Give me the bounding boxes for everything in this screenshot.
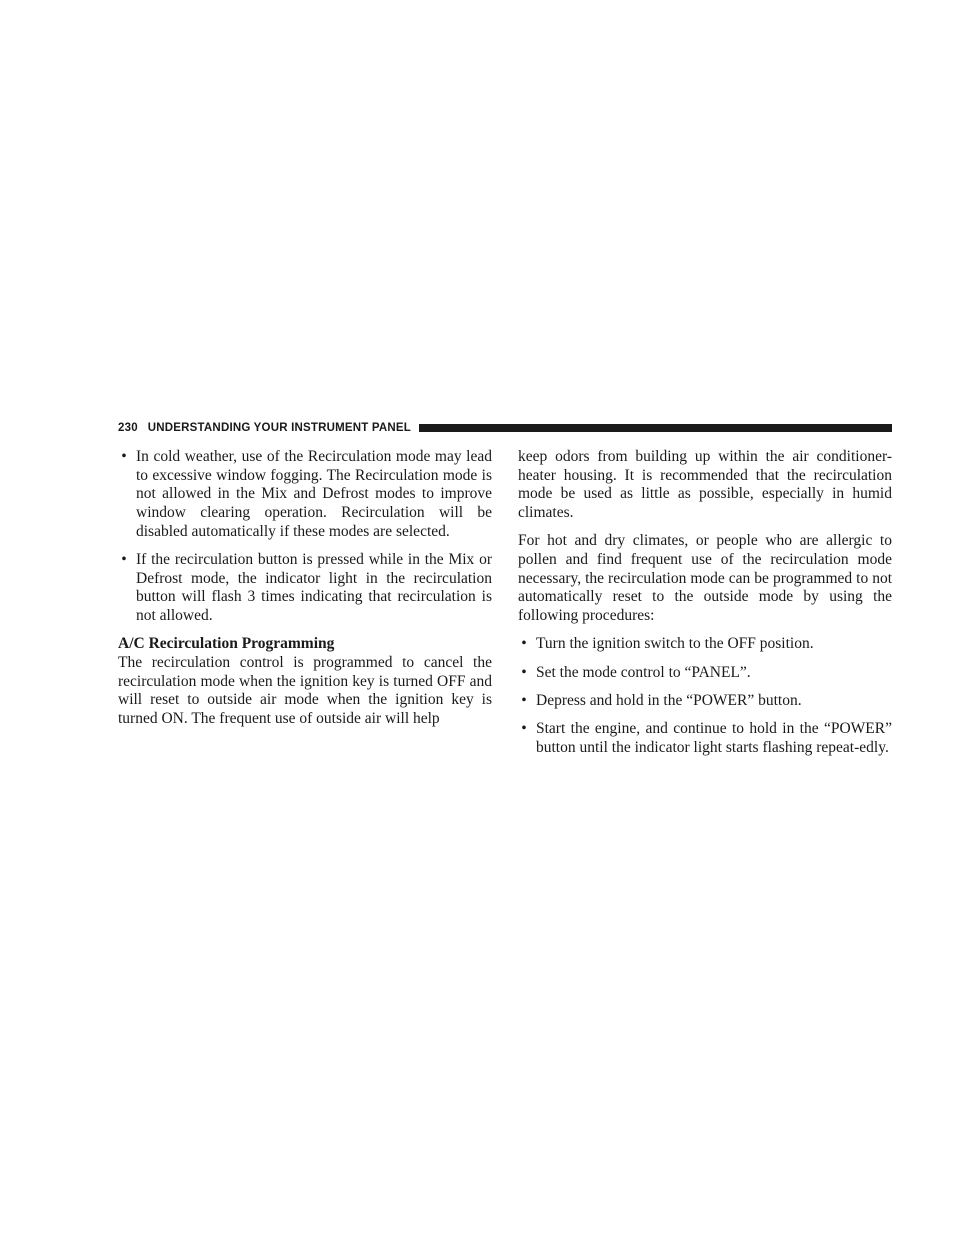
body-paragraph: The recirculation control is programmed to cancel the recirculation mode when the ignition key is turned OFF and will reset to outside air mode when the ignition key is turned ON. The frequent use of outside air will help	[118, 654, 492, 728]
bullet-text: Start the engine, and continue to hold in the “POWER” button until the indicator light starts flashing repeat-edly.	[536, 719, 892, 756]
section-title: UNDERSTANDING YOUR INSTRUMENT PANEL	[147, 422, 411, 434]
bullet-text: Turn the ignition switch to the OFF position.	[536, 635, 814, 653]
left-column	[118, 448, 492, 729]
bullet-item	[518, 692, 892, 711]
bullet-item	[518, 664, 892, 683]
body-paragraph: For hot and dry climates, or people who are allergic to pollen and find frequent use of the recirculation mode necessary, the recirculation mode can be programmed to not automatically reset to the outside mode by using the following procedures:	[518, 532, 892, 625]
bullet-text: Set the mode control to “PANEL”.	[536, 663, 751, 681]
subheading: A/C Recirculation Programming	[118, 635, 335, 653]
header-rule-bar	[419, 424, 892, 432]
bullet-item	[118, 551, 492, 626]
bullet-text: If the recirculation button is pressed while in the Mix or Defrost mode, the indicator light in the recirculation button will flash 3 times indicating that recirculation is not allowed.	[136, 551, 492, 625]
bullet-item	[518, 635, 892, 654]
bullet-text: In cold weather, use of the Recirculation mode may lead to excessive window fogging. The Recirculation mode is not allowed in the Mix and Defrost modes to improve window clearing operation. Recirculation will be disabled automatically if these modes are selected.	[136, 448, 492, 540]
bullet-icon: •	[521, 635, 527, 653]
bullet-icon: •	[521, 663, 527, 681]
page-number: 230	[118, 422, 138, 434]
page-header	[118, 419, 892, 437]
bullet-icon: •	[521, 719, 527, 737]
body-paragraph-continued: keep odors from building up within the air conditioner-heater housing. It is recommended that the recirculation mode be used as little as possible, especially in humid climates.	[518, 448, 892, 522]
bullet-text: Depress and hold in the “POWER” button.	[536, 691, 802, 709]
bullet-icon: •	[121, 448, 127, 465]
bullet-item	[518, 720, 892, 757]
bullet-icon: •	[521, 691, 527, 709]
bullet-icon: •	[121, 551, 127, 569]
right-column	[518, 448, 892, 767]
bullet-item	[118, 448, 492, 542]
